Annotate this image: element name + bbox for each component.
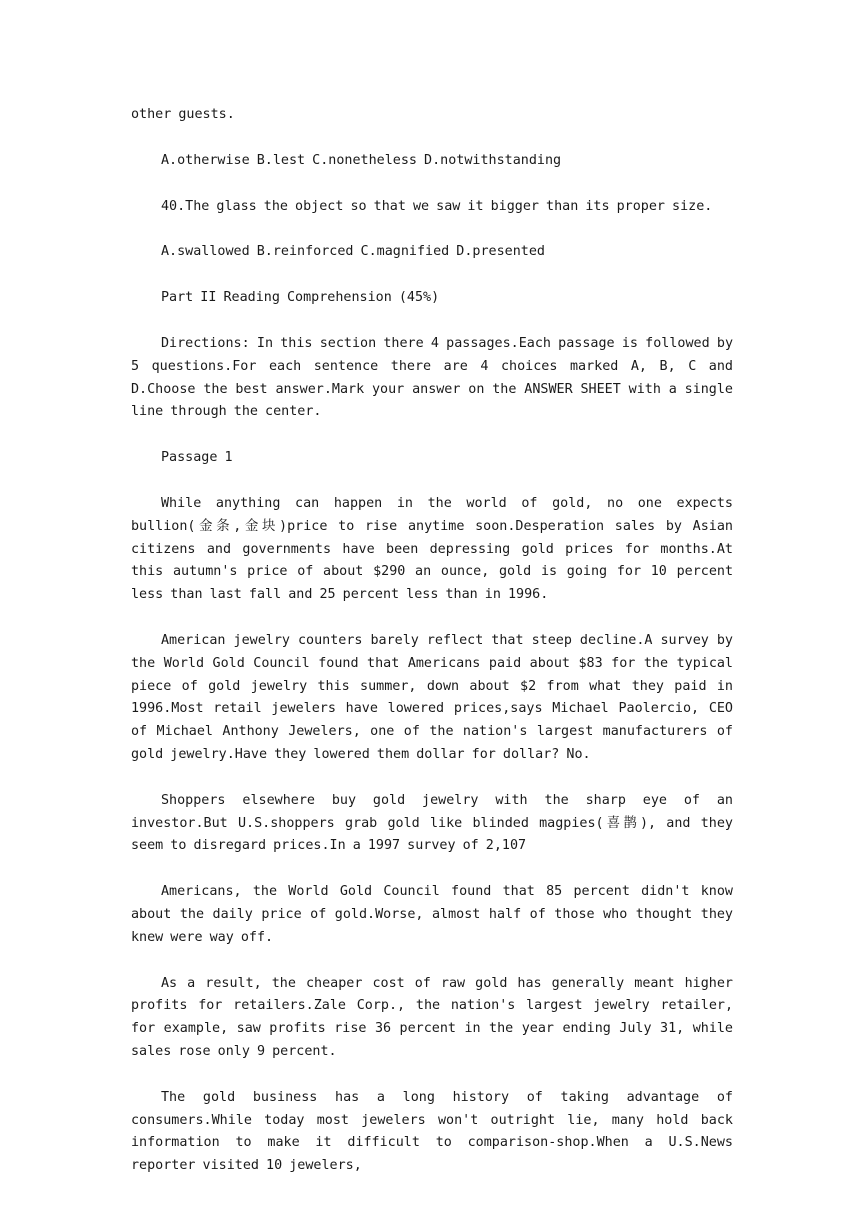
section-heading: Part II Reading Comprehension (45%) — [161, 290, 440, 306]
question-39-options: A.otherwise B.lest C.nonetheless D.notwithstanding — [161, 152, 562, 168]
passage-paragraph: Americans, the World Gold Council found that 85 percent didn't know about the daily price of gold.Worse, almost half of those who thought they knew were way off. — [131, 884, 733, 945]
passage-heading: Passage 1 — [161, 450, 233, 466]
question-40-options: A.swallowed B.reinforced C.magnified D.presented — [161, 244, 545, 260]
passage-paragraph: American jewelry counters barely reflect that steep decline.A survey by the World Gold Council found that Americans paid about $83 for the typical piece of gold jewelry this summer, down about $2 from what they paid in 1996.Most retail jewelers have lowered prices,says Michael Paolercio, CEO of Michael Anthony Jewelers, one of the nation's largest manufacturers of gold jewelry.Have they lowered them dollar for dollar? No. — [131, 632, 733, 762]
passage-paragraph: Shoppers elsewhere buy gold jewelry with the sharp eye of an investor.But U.S.shoppers grab gold like blinded magpies(喜鹊), and they seem to disregard prices.In a 1997 survey of 2,107 — [131, 792, 733, 854]
question-40: 40.The glass the object so that we saw it bigger than its proper size. — [161, 198, 713, 214]
passage-paragraph: The gold business has a long history of taking advantage of consumers.While today most jewelers won't outright lie, many hold back information to make it difficult to comparison-shop.When a U.S.News reporter visited 10 jewelers, — [131, 1089, 733, 1174]
passage-paragraph: As a result, the cheaper cost of raw gold has generally meant higher profits for retailers.Zale Corp., the nation's largest jewelry retailer, for example, saw profits rise 36 percent in the year ending July 31, while sales rose only 9 percent. — [131, 975, 733, 1059]
text-continuation: other guests. — [131, 107, 235, 122]
directions-paragraph: Directions: In this section there 4 passages.Each passage is followed by 5 questions.For each sentence there are 4 choices marked A, B, C and D.Choose the best answer.Mark your answer on the ANSWER SHEET with a single line through the center. — [131, 335, 733, 420]
passage-paragraph: While anything can happen in the world of gold, no one expects bullion(金条,金块)price to rise anytime soon.Desperation sales by Asian citizens and governments have been depressing gold prices for months.At this autumn's price of about $290 an ounce, gold is going for 10 percent less than last fall and 25 percent less than in 1996. — [131, 495, 733, 603]
document-page — [131, 104, 733, 1178]
